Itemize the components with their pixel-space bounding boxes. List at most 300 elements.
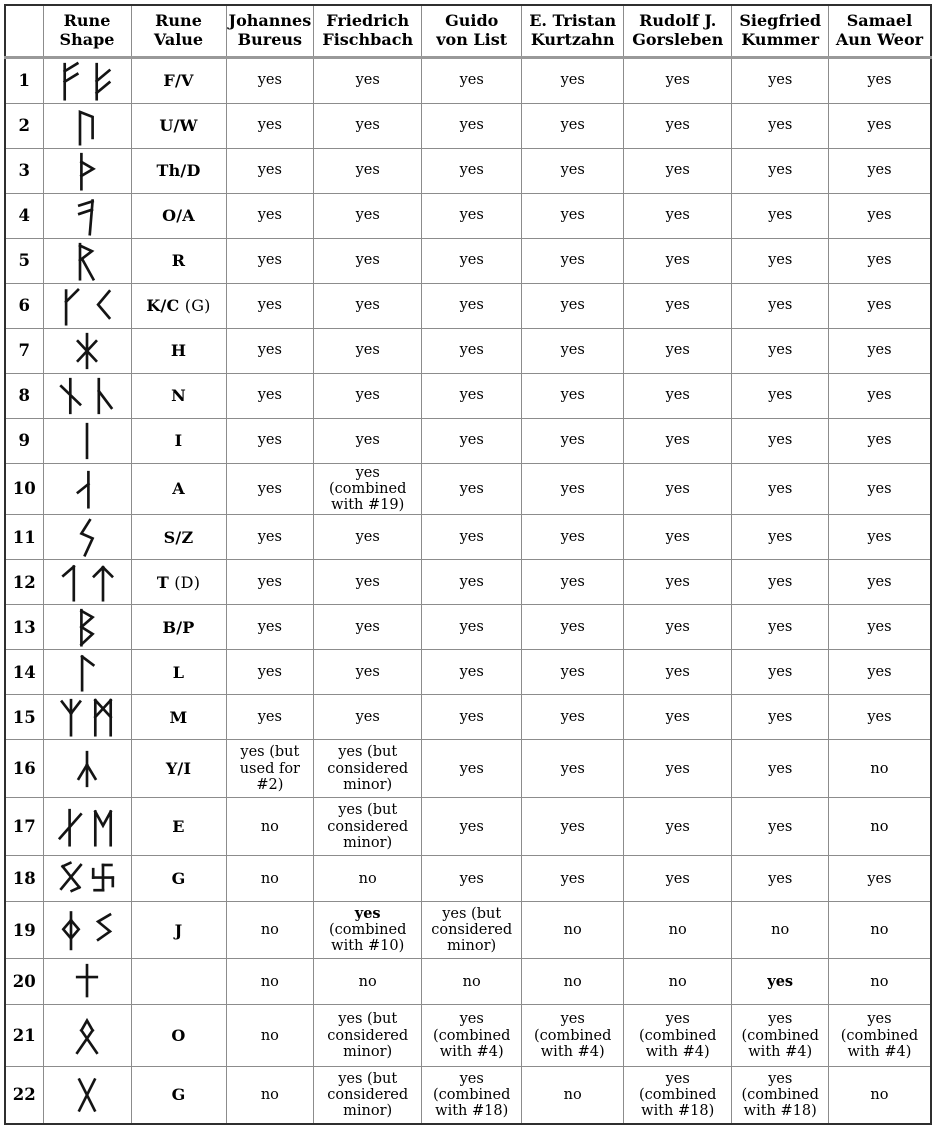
bjarkan-rune-icon: [72, 606, 102, 648]
data-cell: [522, 605, 624, 650]
cell-text-bold: B/P: [162, 617, 195, 637]
cell-text: yes (combined with #4): [433, 1011, 511, 1060]
data-cell: [522, 560, 624, 605]
cell-text: yes: [459, 342, 484, 359]
data-cell: [422, 418, 522, 463]
cell-text: yes: [560, 342, 585, 359]
data-cell: [829, 740, 931, 798]
data-cell: [732, 193, 829, 238]
data-cell: [226, 238, 314, 283]
rune-value-cell: [131, 902, 226, 959]
kenaz-rune-icon: [88, 285, 118, 327]
rune-value-cell: [131, 238, 226, 283]
data-cell: [829, 463, 931, 515]
data-cell: [732, 103, 829, 148]
cell-text: yes (combined with #4): [534, 1011, 612, 1060]
row-number-cell: 17: [5, 798, 43, 856]
row-number-cell: 2: [5, 103, 43, 148]
row-number-cell: 9: [5, 418, 43, 463]
cell-text: yes: [665, 480, 690, 497]
row-number-cell: 5: [5, 238, 43, 283]
rune-comparison-table: [4, 4, 932, 1125]
cell-text: no: [260, 870, 279, 887]
table-row: [5, 605, 931, 650]
cell-text: yes: [560, 619, 585, 636]
data-cell: [314, 515, 422, 560]
data-cell: [422, 740, 522, 798]
cell-text: yes: [459, 117, 484, 134]
cell-text: yes (combined with #4): [840, 1011, 919, 1060]
data-cell: [522, 902, 624, 959]
cell-text: yes: [257, 117, 282, 134]
cell-text: no: [260, 1086, 279, 1103]
data-cell: [522, 238, 624, 283]
cell-text: yes: [768, 818, 793, 835]
table-row: [5, 1067, 931, 1124]
data-cell: [314, 193, 422, 238]
row-number-cell: 16: [5, 740, 43, 798]
rune-shape-cell: [43, 238, 131, 283]
uruz-rune-icon: [72, 105, 102, 147]
data-cell: [314, 328, 422, 373]
data-cell: [422, 238, 522, 283]
table-row: [5, 959, 931, 1005]
cell-text: yes: [768, 619, 793, 636]
data-cell: [422, 560, 522, 605]
table-row: [5, 103, 931, 148]
data-cell: [314, 695, 422, 740]
data-cell: [314, 238, 422, 283]
rune-value-cell: [131, 605, 226, 650]
rune-value-cell: [131, 856, 226, 902]
data-cell: [624, 1005, 732, 1067]
cell-text-bold: yes: [767, 972, 794, 990]
table-row: [5, 238, 931, 283]
data-cell: [624, 463, 732, 515]
rune-value-cell: [131, 373, 226, 418]
os-rune-icon: [72, 195, 102, 237]
cell-text: yes: [867, 619, 892, 636]
rune-shape-cell: [43, 1005, 131, 1067]
header-cell: Friedrich Fischbach: [314, 5, 422, 57]
row-number-cell: 21: [5, 1005, 43, 1067]
data-cell: [314, 650, 422, 695]
fehu-rune-icon: [56, 60, 86, 102]
cell-text-bold: Y/I: [165, 759, 192, 779]
data-cell: [226, 463, 314, 515]
cell-text: no: [462, 973, 481, 990]
data-cell: [226, 193, 314, 238]
cell-text: no: [870, 760, 889, 777]
data-cell: [522, 798, 624, 856]
rune-shape-cell: [43, 57, 131, 103]
thurs-rune-icon: [72, 150, 102, 192]
cell-text: yes: [560, 207, 585, 224]
jera-zig-rune-icon: [88, 909, 118, 951]
data-cell: [829, 959, 931, 1005]
cell-text: yes: [665, 207, 690, 224]
rune-shape-cell: [43, 856, 131, 902]
header-cell: Siegfried Kummer: [732, 5, 829, 57]
data-cell: [422, 856, 522, 902]
table-header: [5, 5, 931, 57]
cell-text: no: [358, 870, 377, 887]
cell-text-bold: yes: [354, 904, 381, 922]
cell-text: yes: [355, 207, 380, 224]
cell-text-bold: R: [171, 251, 186, 270]
cell-text: yes: [867, 387, 892, 404]
data-cell: [829, 560, 931, 605]
cell-text: yes: [768, 342, 793, 359]
cell-text-bold: J: [174, 920, 183, 940]
table-row: [5, 1005, 931, 1067]
cell-text: yes: [355, 252, 380, 269]
rune-value-cell: [131, 959, 226, 1005]
rune-value-cell: [131, 515, 226, 560]
cell-text: yes: [867, 252, 892, 269]
data-cell: [422, 1005, 522, 1067]
rune-value-cell: [131, 695, 226, 740]
data-cell: [829, 650, 931, 695]
cell-text: yes: [867, 574, 892, 591]
data-cell: [226, 418, 314, 463]
cell-text: yes: [768, 760, 793, 777]
data-cell: [226, 605, 314, 650]
cell-text-bold: U/W: [159, 116, 198, 135]
data-cell: [732, 560, 829, 605]
header-cell: Guido von List: [422, 5, 522, 57]
table-row: [5, 650, 931, 695]
data-cell: [829, 605, 931, 650]
cell-text: no: [563, 922, 582, 939]
header-cell: Johannes Bureus: [226, 5, 314, 57]
swastika-rune-icon: [88, 858, 118, 900]
tyr-rune-icon: [88, 561, 118, 603]
data-cell: [732, 328, 829, 373]
rune-value-cell: [131, 1067, 226, 1124]
data-cell: [624, 283, 732, 328]
data-cell: [522, 1067, 624, 1124]
row-number-cell: 20: [5, 959, 43, 1005]
cell-text-bold: L: [172, 662, 185, 682]
data-cell: [422, 605, 522, 650]
cell-text: yes: [257, 709, 282, 726]
eh-cross-rune-icon: [56, 806, 86, 848]
data-cell: [314, 57, 422, 103]
cell-text: yes: [459, 529, 484, 546]
cell-text-bold: S/Z: [163, 527, 194, 547]
data-cell: [829, 695, 931, 740]
naud-cross-rune-icon: [56, 375, 86, 417]
cell-text: yes: [459, 760, 484, 777]
row-number-cell: 13: [5, 605, 43, 650]
cell-text: yes: [257, 162, 282, 179]
data-cell: [314, 1005, 422, 1067]
cell-text: yes: [665, 709, 690, 726]
header-cell: Rudolf J. Gorsleben: [624, 5, 732, 57]
logr-rune-icon: [72, 651, 102, 693]
cell-text: yes: [768, 709, 793, 726]
data-cell: [226, 515, 314, 560]
hagal-star-rune-icon: [72, 330, 102, 372]
data-cell: [226, 1005, 314, 1067]
raido-rune-icon: [72, 240, 102, 282]
cell-text: yes: [768, 207, 793, 224]
data-cell: [732, 1005, 829, 1067]
data-cell: [732, 740, 829, 798]
data-cell: [829, 515, 931, 560]
data-cell: [732, 959, 829, 1005]
table-row: [5, 148, 931, 193]
data-cell: [522, 418, 624, 463]
cell-text: yes: [665, 574, 690, 591]
rune-shape-cell: [43, 798, 131, 856]
cell-text: no: [260, 818, 279, 835]
cell-text: yes: [459, 818, 484, 835]
data-cell: [829, 57, 931, 103]
cell-text: yes (combined with #18): [639, 1070, 717, 1120]
cell-text: yes: [665, 760, 690, 777]
data-cell: [422, 902, 522, 959]
cell-text: yes: [560, 574, 585, 591]
data-cell: [422, 463, 522, 515]
fehu-low-rune-icon: [88, 60, 118, 102]
data-cell: [624, 605, 732, 650]
cell-text: yes: [459, 619, 484, 636]
header-row: [5, 5, 931, 57]
cell-text: yes: [560, 870, 585, 887]
cell-text: no: [771, 922, 790, 939]
data-cell: [732, 902, 829, 959]
cell-text: no: [870, 818, 889, 835]
rune-shape-cell: [43, 560, 131, 605]
data-cell: [314, 856, 422, 902]
data-cell: [522, 856, 624, 902]
data-cell: [422, 148, 522, 193]
data-cell: [314, 798, 422, 856]
data-cell: [624, 695, 732, 740]
row-number-cell: 1: [5, 57, 43, 103]
data-cell: [314, 283, 422, 328]
data-cell: [732, 605, 829, 650]
data-cell: [732, 463, 829, 515]
table-body: [5, 57, 931, 1124]
data-cell: [732, 238, 829, 283]
rune-value-cell: [131, 1005, 226, 1067]
corner-cell: [5, 5, 43, 57]
data-cell: [829, 1067, 931, 1124]
data-cell: [314, 740, 422, 798]
data-cell: [522, 515, 624, 560]
cell-text: yes: [768, 297, 793, 314]
cell-text: yes: [665, 342, 690, 359]
data-cell: [314, 959, 422, 1005]
cell-text: yes: [459, 162, 484, 179]
cell-text: yes: [768, 432, 793, 449]
data-cell: [829, 418, 931, 463]
cell-text: yes: [665, 664, 690, 681]
data-cell: [829, 902, 931, 959]
rune-value-cell: [131, 740, 226, 798]
othala-rune-icon: [72, 1015, 102, 1057]
data-cell: [522, 1005, 624, 1067]
data-cell: [314, 560, 422, 605]
cell-text-bold: E: [172, 817, 185, 837]
rune-value-cell: [131, 798, 226, 856]
cell-text: yes: [560, 709, 585, 726]
cell-text: yes: [665, 387, 690, 404]
cell-text: yes: [768, 162, 793, 179]
data-cell: [522, 57, 624, 103]
table-row: [5, 798, 931, 856]
cell-text: yes: [768, 529, 793, 546]
rune-shape-cell: [43, 283, 131, 328]
cell-text: yes: [768, 574, 793, 591]
data-cell: [732, 373, 829, 418]
cell-text: yes (combined with #4): [639, 1011, 717, 1060]
data-cell: [522, 463, 624, 515]
table-row: [5, 515, 931, 560]
cell-text: no: [260, 922, 279, 939]
table-row: [5, 740, 931, 798]
cell-text: yes: [459, 252, 484, 269]
yr-rune-icon: [72, 748, 102, 790]
cell-text: yes: [257, 342, 282, 359]
cell-text: yes: [459, 72, 484, 89]
cell-text: yes: [768, 252, 793, 269]
data-cell: [522, 695, 624, 740]
rune-value-cell: [131, 57, 226, 103]
cell-text-bold: K/C: [146, 296, 180, 315]
cell-text: yes: [257, 297, 282, 314]
cell-text: yes: [257, 619, 282, 636]
data-cell: [522, 373, 624, 418]
sol-rune-icon: [72, 516, 102, 558]
cell-text: yes: [560, 162, 585, 179]
cell-text: yes: [355, 387, 380, 404]
table-row: [5, 283, 931, 328]
data-cell: [314, 103, 422, 148]
cell-text: yes: [560, 818, 585, 835]
cell-text: no: [358, 973, 377, 990]
cell-text: yes: [355, 342, 380, 359]
rune-shape-cell: [43, 902, 131, 959]
data-cell: [522, 959, 624, 1005]
rune-value-cell: [131, 650, 226, 695]
cell-text: yes: [560, 387, 585, 404]
data-cell: [522, 193, 624, 238]
cell-text: yes: [867, 870, 892, 887]
data-cell: [522, 103, 624, 148]
table-row: [5, 328, 931, 373]
data-cell: [422, 515, 522, 560]
cell-text: yes: [867, 342, 892, 359]
data-cell: [829, 148, 931, 193]
rune-value-cell: [131, 560, 226, 605]
cell-text: yes (but considered minor): [327, 802, 409, 851]
cell-text-bold: M: [169, 707, 188, 727]
cell-text: yes: [355, 529, 380, 546]
rune-shape-cell: [43, 650, 131, 695]
data-cell: [314, 605, 422, 650]
rune-shape-cell: [43, 103, 131, 148]
cell-text: yes: [257, 480, 282, 497]
data-cell: [422, 328, 522, 373]
data-cell: [732, 57, 829, 103]
data-cell: [829, 193, 931, 238]
rune-shape-cell: [43, 515, 131, 560]
data-cell: [226, 560, 314, 605]
cell-text: yes: [665, 870, 690, 887]
cell-text: yes: [459, 297, 484, 314]
cell-text: yes: [355, 709, 380, 726]
row-number-cell: 11: [5, 515, 43, 560]
cell-text: yes: [459, 207, 484, 224]
data-cell: [422, 798, 522, 856]
cell-text: yes (combined with #18): [741, 1070, 819, 1120]
cell-text: yes: [355, 664, 380, 681]
cell-text: no: [563, 973, 582, 990]
data-cell: [624, 193, 732, 238]
header-cell: Rune Shape: [43, 5, 131, 57]
data-cell: [624, 238, 732, 283]
cell-text: yes: [560, 72, 585, 89]
cell-text: yes: [560, 529, 585, 546]
cell-text-bold: I: [174, 431, 183, 450]
cell-text: yes (but used for #2): [239, 744, 300, 793]
cell-text: no: [668, 922, 687, 939]
data-cell: [732, 515, 829, 560]
rune-shape-cell: [43, 418, 131, 463]
cell-text: yes: [355, 162, 380, 179]
data-cell: [522, 283, 624, 328]
data-cell: [522, 328, 624, 373]
cell-text: yes: [867, 529, 892, 546]
cell-text: yes: [768, 870, 793, 887]
cell-text: no: [260, 973, 279, 990]
tyr-half-rune-icon: [56, 561, 86, 603]
rune-value-cell: [131, 283, 226, 328]
data-cell: [732, 418, 829, 463]
cell-text: yes: [560, 432, 585, 449]
cell-text: yes (but considered minor): [327, 1011, 409, 1060]
data-cell: [829, 856, 931, 902]
data-cell: [732, 856, 829, 902]
data-cell: [226, 959, 314, 1005]
row-number-cell: 12: [5, 560, 43, 605]
cell-text: no: [870, 1086, 889, 1103]
data-cell: [422, 650, 522, 695]
data-cell: [522, 650, 624, 695]
cell-text: yes: [257, 72, 282, 89]
cell-text: yes: [867, 162, 892, 179]
table-row: [5, 695, 931, 740]
data-cell: [624, 902, 732, 959]
data-cell: [624, 328, 732, 373]
data-cell: [226, 373, 314, 418]
data-cell: [422, 283, 522, 328]
data-cell: [732, 148, 829, 193]
rune-shape-cell: [43, 695, 131, 740]
cell-text: no: [260, 1027, 279, 1044]
rune-value-cell: [131, 463, 226, 515]
cell-text: (combined with #10): [329, 922, 407, 955]
cell-text: yes: [257, 252, 282, 269]
cell-text-bold: N: [171, 386, 186, 405]
row-number-cell: 4: [5, 193, 43, 238]
row-number-cell: 18: [5, 856, 43, 902]
cell-text: yes: [665, 117, 690, 134]
